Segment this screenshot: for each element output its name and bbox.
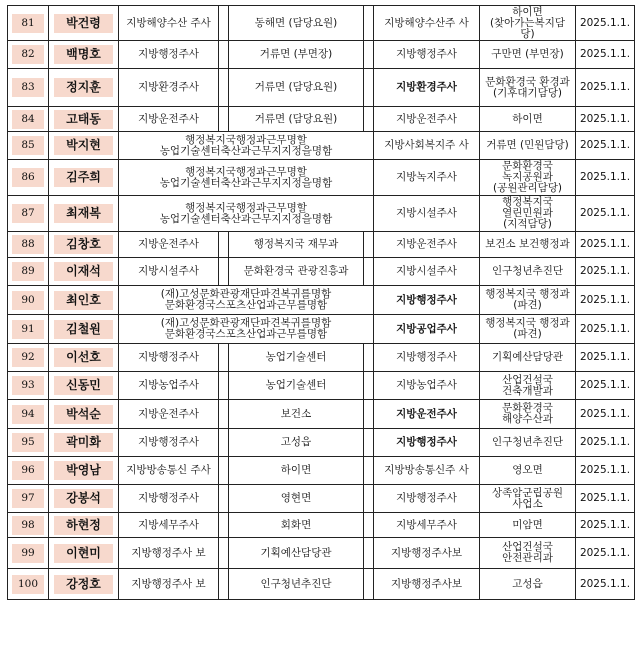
row-number-label: 98 xyxy=(12,516,44,535)
previous-office: 하이면 xyxy=(229,457,364,485)
employee-name xyxy=(49,258,119,286)
table-row xyxy=(8,69,635,107)
table-row xyxy=(8,513,635,538)
table-row xyxy=(8,132,635,160)
row-number xyxy=(8,400,49,429)
new-rank: 지방시설주사 xyxy=(374,196,480,232)
new-office: 고성읍 xyxy=(480,569,576,600)
previous-rank: 지방행정주사 보 xyxy=(119,538,219,569)
new-office: 행정복지국 행정과(파견) xyxy=(480,286,576,315)
employee-name-label: 백명호 xyxy=(54,45,113,64)
new-rank: 지방세무주사 xyxy=(374,513,480,538)
spacer-cell xyxy=(219,232,229,258)
employee-name xyxy=(49,160,119,196)
table-row xyxy=(8,232,635,258)
previous-rank: 지방방송통신 주사 xyxy=(119,457,219,485)
employee-name-label: 김철원 xyxy=(54,320,113,339)
new-office: 산업건설국 건축개발과 xyxy=(480,372,576,400)
previous-office: 동해면 (담당요원) xyxy=(229,6,364,41)
new-office: 하이면 xyxy=(480,107,576,132)
previous-office: 고성읍 xyxy=(229,429,364,457)
employee-name-label: 김주희 xyxy=(54,168,113,187)
spacer-cell xyxy=(219,344,229,372)
spacer-cell xyxy=(364,538,374,569)
spacer-cell xyxy=(364,400,374,429)
previous-office: 기획예산담당관 xyxy=(229,538,364,569)
employee-name-label: 이재석 xyxy=(54,262,113,281)
employee-name xyxy=(49,513,119,538)
table-row xyxy=(8,457,635,485)
effective-date: 2025.1.1. xyxy=(576,315,635,344)
row-number-label: 95 xyxy=(12,433,44,452)
effective-date: 2025.1.1. xyxy=(576,344,635,372)
row-number xyxy=(8,232,49,258)
employee-name-label: 박영남 xyxy=(54,461,113,480)
spacer-cell xyxy=(364,344,374,372)
spacer-cell xyxy=(219,485,229,513)
spacer-cell xyxy=(219,569,229,600)
new-rank: 지방행정주사 xyxy=(374,429,480,457)
employee-name-label: 강정호 xyxy=(54,575,113,594)
employee-name xyxy=(49,569,119,600)
employee-name-label: 박지현 xyxy=(54,136,113,155)
row-number xyxy=(8,538,49,569)
employee-name-label: 최재복 xyxy=(54,204,113,223)
spacer-cell xyxy=(219,69,229,107)
new-rank: 지방환경주사 xyxy=(374,69,480,107)
assignment-note: (재)고성문화관광재단파견복귀를명함 문화환경국스포츠산업과근무를명함 xyxy=(119,315,374,344)
spacer-cell xyxy=(219,457,229,485)
previous-rank: 지방운전주사 xyxy=(119,107,219,132)
new-rank: 지방행정주사보 xyxy=(374,569,480,600)
previous-office: 거류면 (담당요원) xyxy=(229,69,364,107)
row-number-label: 92 xyxy=(12,348,44,367)
table-row xyxy=(8,485,635,513)
previous-rank: 지방운전주사 xyxy=(119,232,219,258)
employee-name-label: 곽미화 xyxy=(54,433,113,452)
employee-name-label: 김창호 xyxy=(54,235,113,254)
employee-name-label: 신동민 xyxy=(54,376,113,395)
row-number xyxy=(8,258,49,286)
row-number xyxy=(8,69,49,107)
new-office: 인구청년추진단 xyxy=(480,258,576,286)
table-row xyxy=(8,315,635,344)
spacer-cell xyxy=(219,6,229,41)
employee-name xyxy=(49,286,119,315)
previous-office: 회화면 xyxy=(229,513,364,538)
effective-date: 2025.1.1. xyxy=(576,132,635,160)
row-number-label: 91 xyxy=(12,320,44,339)
spacer-cell xyxy=(364,429,374,457)
table-row xyxy=(8,538,635,569)
employee-name-label: 이선호 xyxy=(54,348,113,367)
previous-office: 인구청년추진단 xyxy=(229,569,364,600)
previous-rank: 지방운전주사 xyxy=(119,400,219,429)
new-office: 거류면 (민원담당) xyxy=(480,132,576,160)
assignment-note: 행정복지국행정과근무명할 농업기술센터축산과근무지지정을명함 xyxy=(119,160,374,196)
effective-date: 2025.1.1. xyxy=(576,41,635,69)
previous-office: 행정복지국 재무과 xyxy=(229,232,364,258)
spacer-cell xyxy=(364,485,374,513)
effective-date: 2025.1.1. xyxy=(576,6,635,41)
table-body xyxy=(8,6,635,600)
employee-name-label: 강봉석 xyxy=(54,489,113,508)
new-rank: 지방운전주사 xyxy=(374,400,480,429)
employee-name xyxy=(49,457,119,485)
effective-date: 2025.1.1. xyxy=(576,160,635,196)
new-rank: 지방사회복지주 사 xyxy=(374,132,480,160)
employee-name xyxy=(49,69,119,107)
new-rank: 지방공업주사 xyxy=(374,315,480,344)
new-office: 기획예산담당관 xyxy=(480,344,576,372)
spacer-cell xyxy=(219,400,229,429)
previous-office: 보건소 xyxy=(229,400,364,429)
row-number-label: 93 xyxy=(12,376,44,395)
previous-rank: 지방환경주사 xyxy=(119,69,219,107)
employee-name xyxy=(49,429,119,457)
employee-name xyxy=(49,107,119,132)
new-office: 보건소 보건행정과 xyxy=(480,232,576,258)
spacer-cell xyxy=(219,429,229,457)
row-number-label: 86 xyxy=(12,168,44,187)
effective-date: 2025.1.1. xyxy=(576,69,635,107)
new-rank: 지방운전주사 xyxy=(374,107,480,132)
row-number xyxy=(8,107,49,132)
new-rank: 지방방송통신주 사 xyxy=(374,457,480,485)
new-office: 영오면 xyxy=(480,457,576,485)
table-row xyxy=(8,107,635,132)
previous-office: 거류면 (담당요원) xyxy=(229,107,364,132)
table-row xyxy=(8,372,635,400)
previous-office: 영현면 xyxy=(229,485,364,513)
table-row xyxy=(8,6,635,41)
employee-name-label: 박석순 xyxy=(54,405,113,424)
effective-date: 2025.1.1. xyxy=(576,372,635,400)
new-office: 문화환경국 녹지공원과 (공원관리담당) xyxy=(480,160,576,196)
table-row xyxy=(8,400,635,429)
previous-rank: 지방행정주사 xyxy=(119,485,219,513)
row-number-label: 96 xyxy=(12,461,44,480)
new-office: 상족암군립공원 사업소 xyxy=(480,485,576,513)
employee-name xyxy=(49,538,119,569)
previous-rank: 지방행정주사 xyxy=(119,429,219,457)
new-rank: 지방농업주사 xyxy=(374,372,480,400)
employee-name xyxy=(49,344,119,372)
new-office: 문화환경국 환경과 (기후대기담당) xyxy=(480,69,576,107)
row-number-label: 84 xyxy=(12,110,44,129)
employee-name xyxy=(49,372,119,400)
spacer-cell xyxy=(364,372,374,400)
row-number xyxy=(8,344,49,372)
spacer-cell xyxy=(364,457,374,485)
employee-name-label: 박건령 xyxy=(54,14,113,33)
employee-name xyxy=(49,41,119,69)
row-number-label: 81 xyxy=(12,14,44,33)
new-rank: 지방녹지주사 xyxy=(374,160,480,196)
row-number-label: 100 xyxy=(12,575,44,594)
spacer-cell xyxy=(219,513,229,538)
table-row xyxy=(8,196,635,232)
new-office: 산업건설국 안전관리과 xyxy=(480,538,576,569)
effective-date: 2025.1.1. xyxy=(576,286,635,315)
table-row xyxy=(8,429,635,457)
effective-date: 2025.1.1. xyxy=(576,485,635,513)
spacer-cell xyxy=(219,372,229,400)
personnel-table-sheet xyxy=(7,5,634,639)
effective-date: 2025.1.1. xyxy=(576,232,635,258)
spacer-cell xyxy=(364,232,374,258)
new-office: 하이면 (찾아가는복지담 당) xyxy=(480,6,576,41)
row-number xyxy=(8,429,49,457)
row-number-label: 87 xyxy=(12,204,44,223)
row-number xyxy=(8,315,49,344)
previous-office: 농업기술센터 xyxy=(229,372,364,400)
employee-name xyxy=(49,6,119,41)
spacer-cell xyxy=(219,258,229,286)
row-number-label: 90 xyxy=(12,291,44,310)
new-rank: 지방행정주사 xyxy=(374,286,480,315)
employee-name xyxy=(49,196,119,232)
row-number xyxy=(8,485,49,513)
new-rank: 지방행정주사 xyxy=(374,485,480,513)
previous-rank: 지방농업주사 xyxy=(119,372,219,400)
previous-rank: 지방행정주사 xyxy=(119,41,219,69)
previous-office: 문화환경국 관광진흥과 xyxy=(229,258,364,286)
effective-date: 2025.1.1. xyxy=(576,538,635,569)
effective-date: 2025.1.1. xyxy=(576,400,635,429)
new-office: 구만면 (부면장) xyxy=(480,41,576,69)
employee-name xyxy=(49,132,119,160)
assignment-note: 행정복지국행정과근무명할 농업기술센터축산과근무지지정을명함 xyxy=(119,196,374,232)
employee-name xyxy=(49,485,119,513)
previous-office: 농업기술센터 xyxy=(229,344,364,372)
spacer-cell xyxy=(364,513,374,538)
previous-rank: 지방세무주사 xyxy=(119,513,219,538)
new-rank: 지방행정주사 xyxy=(374,344,480,372)
spacer-cell xyxy=(219,41,229,69)
new-rank: 지방해양수산주 사 xyxy=(374,6,480,41)
row-number xyxy=(8,457,49,485)
employee-name xyxy=(49,400,119,429)
assignment-note: 행정복지국행정과근무명할 농업기술센터축산과근무지지정을명함 xyxy=(119,132,374,160)
employee-name-label: 정지훈 xyxy=(54,78,113,97)
effective-date: 2025.1.1. xyxy=(576,429,635,457)
employee-name-label: 고태동 xyxy=(54,110,113,129)
row-number xyxy=(8,160,49,196)
spacer-cell xyxy=(364,6,374,41)
row-number xyxy=(8,372,49,400)
previous-rank: 지방시설주사 xyxy=(119,258,219,286)
spacer-cell xyxy=(364,569,374,600)
spacer-cell xyxy=(364,69,374,107)
effective-date: 2025.1.1. xyxy=(576,196,635,232)
effective-date: 2025.1.1. xyxy=(576,569,635,600)
row-number-label: 82 xyxy=(12,45,44,64)
previous-office: 거류면 (부면장) xyxy=(229,41,364,69)
employee-name xyxy=(49,315,119,344)
row-number-label: 85 xyxy=(12,136,44,155)
previous-rank: 지방행정주사 보 xyxy=(119,569,219,600)
employee-name-label: 최인호 xyxy=(54,291,113,310)
new-office: 인구청년추진단 xyxy=(480,429,576,457)
effective-date: 2025.1.1. xyxy=(576,258,635,286)
spacer-cell xyxy=(219,107,229,132)
new-rank: 지방행정주사 xyxy=(374,41,480,69)
row-number-label: 97 xyxy=(12,489,44,508)
row-number xyxy=(8,132,49,160)
employee-name-label: 이현미 xyxy=(54,544,113,563)
effective-date: 2025.1.1. xyxy=(576,107,635,132)
table-row xyxy=(8,286,635,315)
row-number xyxy=(8,513,49,538)
row-number xyxy=(8,196,49,232)
row-number-label: 99 xyxy=(12,544,44,563)
table-row xyxy=(8,160,635,196)
new-rank: 지방시설주사 xyxy=(374,258,480,286)
spacer-cell xyxy=(364,258,374,286)
new-rank: 지방행정주사보 xyxy=(374,538,480,569)
assignment-note: (재)고성문화관광재단파견복귀를명함 문화환경국스포츠산업과근무를명함 xyxy=(119,286,374,315)
new-office: 행정복지국 행정과(파견) xyxy=(480,315,576,344)
table-row xyxy=(8,258,635,286)
spacer-cell xyxy=(219,538,229,569)
row-number xyxy=(8,569,49,600)
row-number-label: 94 xyxy=(12,405,44,424)
new-rank: 지방운전주사 xyxy=(374,232,480,258)
row-number-label: 89 xyxy=(12,262,44,281)
effective-date: 2025.1.1. xyxy=(576,513,635,538)
row-number-label: 88 xyxy=(12,235,44,254)
row-number xyxy=(8,6,49,41)
employee-name-label: 하현정 xyxy=(54,516,113,535)
new-office: 행정복지국 열린민원과 (지적담당) xyxy=(480,196,576,232)
previous-rank: 지방해양수산 주사 xyxy=(119,6,219,41)
table-row xyxy=(8,344,635,372)
new-office: 문화환경국 해양수산과 xyxy=(480,400,576,429)
row-number-label: 83 xyxy=(12,78,44,97)
personnel-table xyxy=(7,5,635,600)
table-row xyxy=(8,569,635,600)
employee-name xyxy=(49,232,119,258)
spacer-cell xyxy=(364,41,374,69)
previous-rank: 지방행정주사 xyxy=(119,344,219,372)
row-number xyxy=(8,286,49,315)
row-number xyxy=(8,41,49,69)
effective-date: 2025.1.1. xyxy=(576,457,635,485)
table-row xyxy=(8,41,635,69)
spacer-cell xyxy=(364,107,374,132)
new-office: 미암면 xyxy=(480,513,576,538)
